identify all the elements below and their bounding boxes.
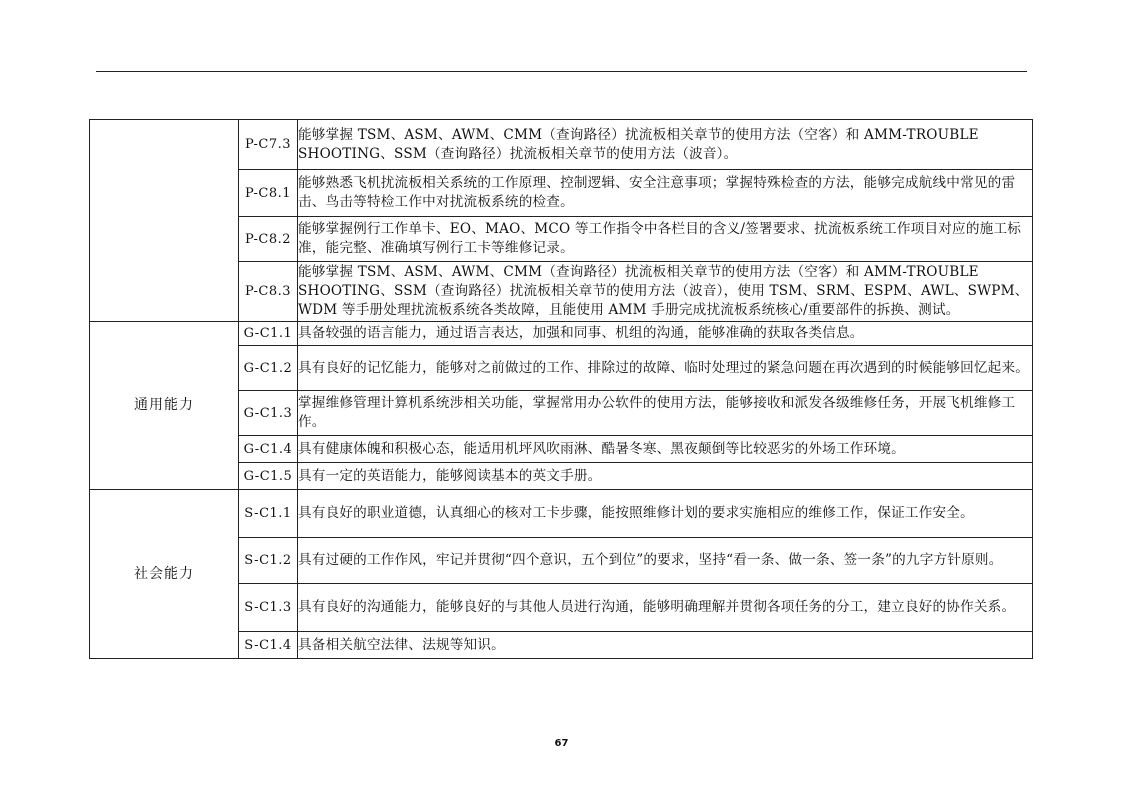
code-cell: P-C8.1 [239,170,298,217]
description-cell: 具有良好的记忆能力，能够对之前做过的工作、排除过的故障、临时处理过的紧急问题在再次遇到的时候能够回忆起来。 [298,346,1033,391]
code-cell: S-C1.4 [239,632,298,659]
description-cell: 能够掌握 TSM、ASM、AWM、CMM（查询路径）扰流板相关章节的使用方法（空客）和 AMM-TROUBLE SHOOTING、SSM（查询路径）扰流板相关章节的使用方法（波音）。 [298,120,1033,170]
table-row [90,120,1033,170]
description-cell: 具备较强的语言能力，通过语言表达，加强和同事、机组的沟通，能够准确的获取各类信息。 [298,322,1033,346]
competency-table [89,119,1033,659]
description-cell: 掌握维修管理计算机系统涉相关功能，掌握常用办公软件的使用方法，能够接收和派发各级维修任务，开展飞机维修工作。 [298,391,1033,436]
description-cell: 具有过硬的工作作风，牢记并贯彻“四个意识，五个到位”的要求，坚持“看一条、做一条、签一条”的九字方针原则。 [298,538,1033,584]
header-rule [96,71,1027,72]
code-cell: S-C1.1 [239,490,298,538]
description-cell: 能够掌握 TSM、ASM、AWM、CMM（查询路径）扰流板相关章节的使用方法（空客）和 AMM-TROUBLE SHOOTING、SSM（查询路径）扰流板相关章节的使用方法（波音），使用 TSM、SRM、ESPM、AWL、SWPM、WDM 等手册处理扰流板系统各类故障，且能使用 AMM 手册完成扰流板系统核心/重要部件的拆换、测试。 [298,262,1033,322]
category-cell-general: 通用能力 [90,322,239,490]
code-cell: P-C8.2 [239,217,298,262]
code-cell: G-C1.2 [239,346,298,391]
category-cell-social: 社会能力 [90,490,239,659]
code-cell: S-C1.2 [239,538,298,584]
code-cell: G-C1.4 [239,436,298,463]
code-cell: G-C1.3 [239,391,298,436]
code-cell: S-C1.3 [239,584,298,632]
description-cell: 具有良好的沟通能力，能够良好的与其他人员进行沟通，能够明确理解并贯彻各项任务的分工，建立良好的协作关系。 [298,584,1033,632]
description-cell: 具有良好的职业道德，认真细心的核对工卡步骤，能按照维修计划的要求实施相应的维修工作，保证工作安全。 [298,490,1033,538]
code-cell: G-C1.1 [239,322,298,346]
description-cell: 能够熟悉飞机扰流板相关系统的工作原理、控制逻辑、安全注意事项；掌握特殊检查的方法，能够完成航线中常见的雷击、鸟击等特检工作中对扰流板系统的检查。 [298,170,1033,217]
code-cell: G-C1.5 [239,463,298,490]
page-number: 67 [554,738,569,749]
table-row [90,490,1033,538]
category-cell-professional [90,120,239,322]
table-row [90,322,1033,346]
description-cell: 具有健康体魄和积极心态，能适用机坪风吹雨淋、酷暑冬寒、黑夜颠倒等比较恶劣的外场工作环境。 [298,436,1033,463]
description-cell: 能够掌握例行工作单卡、EO、MAO、MCO 等工作指令中各栏目的含义/签署要求、扰流板系统工作项目对应的施工标准，能完整、准确填写例行工卡等维修记录。 [298,217,1033,262]
description-cell: 具有一定的英语能力，能够阅读基本的英文手册。 [298,463,1033,490]
description-cell: 具备相关航空法律、法规等知识。 [298,632,1033,659]
code-cell: P-C7.3 [239,120,298,170]
code-cell: P-C8.3 [239,262,298,322]
